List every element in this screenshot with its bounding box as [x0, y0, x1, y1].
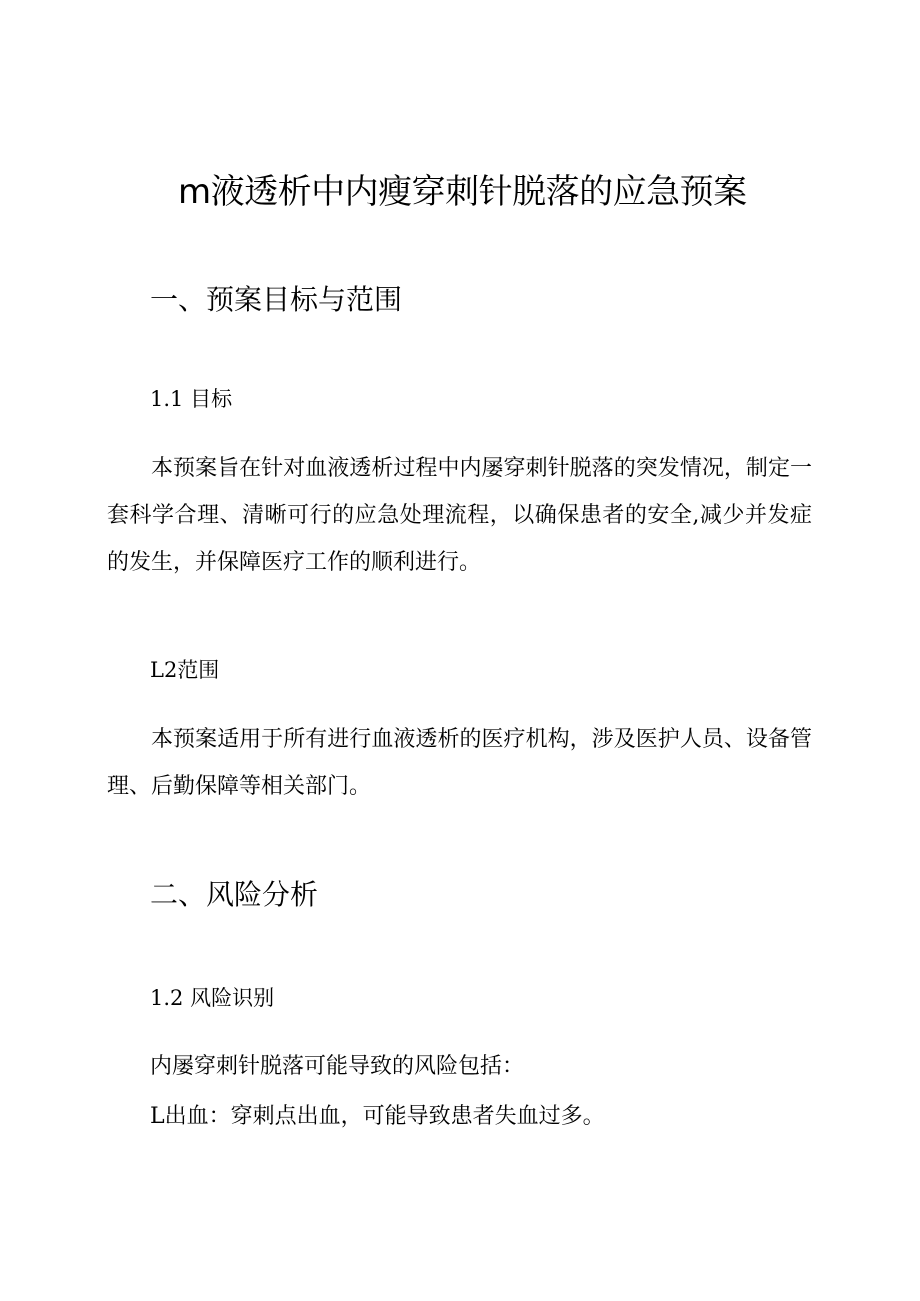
subsection-2-1-heading: 1.2 风险识别	[150, 986, 275, 1010]
section-1-heading: 一、预案目标与范围	[150, 283, 403, 316]
subsection-1-2-paragraph: 本预案适用于所有进行血液透析的医疗机构，涉及医护人员、设备管理、后勤保障等相关部门。	[107, 727, 812, 799]
risk-list-item: L出血：穿刺点出血，可能导致患者失血过多。	[150, 1104, 605, 1129]
subsection-1-1-heading: 1.1 目标	[150, 387, 233, 411]
document-title: m液透析中内瘦穿刺针脱落的应急预案	[178, 172, 747, 212]
section-2-heading: 二、风险分析	[150, 878, 319, 911]
subsection-1-2-heading: L2范围	[150, 658, 220, 682]
risk-intro-text: 内屡穿刺针脱落可能导致的风险包括：	[150, 1054, 525, 1079]
subsection-1-1-paragraph: 本预案旨在针对血液透析过程中内屡穿刺针脱落的突发情况，制定一套科学合理、清晰可行的应急处理流程，以确保患者的安全,减少并发症的发生，并保障医疗工作的顺利进行。	[107, 456, 812, 575]
